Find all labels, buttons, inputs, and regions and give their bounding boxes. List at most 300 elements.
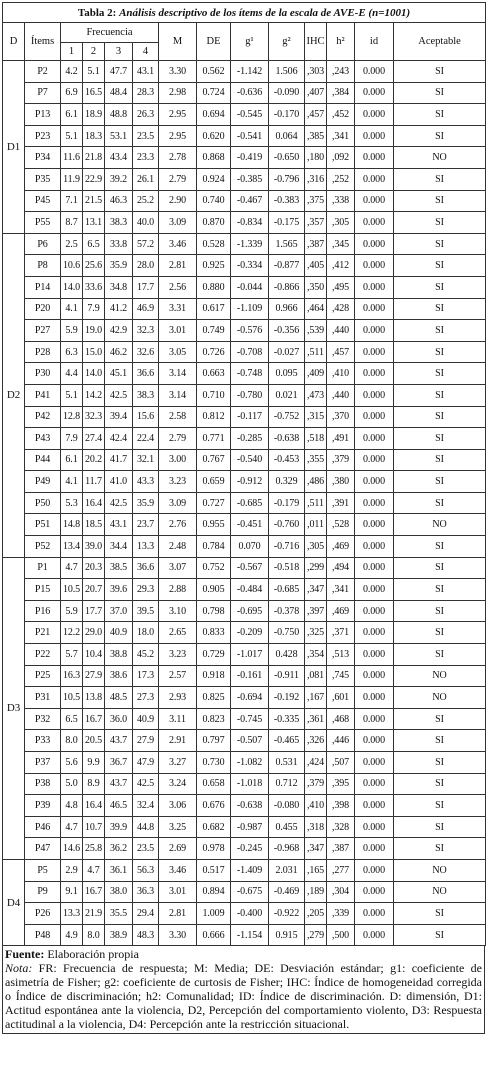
cell-ihc: ,518: [305, 428, 327, 450]
cell-m: 3.27: [159, 752, 197, 774]
cell-h2: ,457: [327, 341, 355, 363]
cell-m: 3.00: [159, 449, 197, 471]
cell-ihc: ,375: [305, 190, 327, 212]
cell-f2: 21.9: [83, 903, 105, 925]
caption-prefix: Tabla 2:: [77, 6, 117, 19]
cell-item: P46: [25, 816, 61, 838]
cell-g1: -0.685: [231, 492, 269, 514]
cell-aceptable: SI: [394, 82, 486, 104]
cell-ihc: ,511: [305, 492, 327, 514]
cell-h2: ,395: [327, 773, 355, 795]
cell-f2: 27.4: [83, 428, 105, 450]
cell-f2: 8.9: [83, 773, 105, 795]
cell-g2: -0.383: [269, 190, 305, 212]
cell-h2: ,469: [327, 536, 355, 558]
cell-f2: 20.2: [83, 449, 105, 471]
cell-m: 2.88: [159, 579, 197, 601]
cell-f4: 23.5: [133, 838, 159, 860]
cell-f1: 6.3: [61, 341, 83, 363]
table-row: [3, 773, 486, 795]
dimension-cell: D1: [3, 61, 25, 234]
table-row: [3, 449, 486, 471]
cell-f3: 48.5: [105, 687, 133, 709]
cell-ihc: ,303: [305, 61, 327, 83]
cell-g2: 0.095: [269, 363, 305, 385]
cell-g1: -0.748: [231, 363, 269, 385]
cell-f1: 6.5: [61, 708, 83, 730]
cell-f1: 4.7: [61, 557, 83, 579]
cell-de: 0.955: [197, 514, 231, 536]
cell-id: 0.000: [355, 622, 394, 644]
cell-m: 2.95: [159, 125, 197, 147]
cell-g2: -0.356: [269, 320, 305, 342]
table-row: [3, 924, 486, 946]
cell-id: 0.000: [355, 816, 394, 838]
cell-h2: ,469: [327, 600, 355, 622]
cell-de: 0.676: [197, 795, 231, 817]
table-row: [3, 147, 486, 169]
cell-g1: -0.987: [231, 816, 269, 838]
cell-ihc: ,189: [305, 881, 327, 903]
cell-f3: 35.5: [105, 903, 133, 925]
cell-m: 2.69: [159, 838, 197, 860]
cell-g2: 0.915: [269, 924, 305, 946]
cell-item: P37: [25, 752, 61, 774]
cell-g2: -0.877: [269, 255, 305, 277]
cell-f4: 38.3: [133, 384, 159, 406]
cell-g2: -0.179: [269, 492, 305, 514]
cell-g2: 1.565: [269, 233, 305, 255]
cell-g2: -0.453: [269, 449, 305, 471]
cell-de: 0.617: [197, 298, 231, 320]
cell-f3: 53.1: [105, 125, 133, 147]
cell-m: 3.09: [159, 492, 197, 514]
cell-de: 1.009: [197, 903, 231, 925]
cell-f2: 19.0: [83, 320, 105, 342]
table-row: [3, 687, 486, 709]
cell-h2: ,495: [327, 276, 355, 298]
cell-g2: -0.469: [269, 881, 305, 903]
cell-id: 0.000: [355, 665, 394, 687]
cell-m: 2.78: [159, 147, 197, 169]
cell-de: 0.870: [197, 212, 231, 234]
cell-de: 0.620: [197, 125, 231, 147]
cell-ihc: ,424: [305, 752, 327, 774]
cell-f2: 9.9: [83, 752, 105, 774]
cell-g2: -0.650: [269, 147, 305, 169]
cell-id: 0.000: [355, 428, 394, 450]
cell-f3: 39.9: [105, 816, 133, 838]
cell-g1: -0.161: [231, 665, 269, 687]
cell-f1: 6.1: [61, 104, 83, 126]
cell-m: 3.25: [159, 816, 197, 838]
cell-g2: 0.064: [269, 125, 305, 147]
cell-item: P42: [25, 406, 61, 428]
cell-f2: 33.6: [83, 276, 105, 298]
cell-g1: -1.409: [231, 859, 269, 881]
table-row: [3, 255, 486, 277]
cell-aceptable: SI: [394, 298, 486, 320]
cell-f3: 36.2: [105, 838, 133, 860]
cell-g1: -0.636: [231, 82, 269, 104]
cell-ihc: ,539: [305, 320, 327, 342]
cell-f3: 36.0: [105, 708, 133, 730]
cell-h2: ,380: [327, 471, 355, 493]
cell-de: 0.729: [197, 644, 231, 666]
cell-de: 0.868: [197, 147, 231, 169]
cell-aceptable: SI: [394, 600, 486, 622]
cell-aceptable: NO: [394, 859, 486, 881]
cell-item: P22: [25, 644, 61, 666]
cell-aceptable: SI: [394, 320, 486, 342]
cell-de: 0.694: [197, 104, 231, 126]
header-g2: g²: [269, 23, 305, 61]
cell-id: 0.000: [355, 320, 394, 342]
cell-item: P7: [25, 82, 61, 104]
cell-f2: 5.1: [83, 61, 105, 83]
cell-g1: -0.567: [231, 557, 269, 579]
cell-id: 0.000: [355, 859, 394, 881]
cell-h2: ,304: [327, 881, 355, 903]
header-ihc: IHC: [305, 23, 327, 61]
cell-g2: -0.465: [269, 730, 305, 752]
cell-h2: ,446: [327, 730, 355, 752]
cell-f3: 42.5: [105, 384, 133, 406]
cell-m: 2.81: [159, 903, 197, 925]
cell-item: P52: [25, 536, 61, 558]
table-row: [3, 363, 486, 385]
table-row: [3, 557, 486, 579]
cell-f4: 39.5: [133, 600, 159, 622]
cell-de: 0.752: [197, 557, 231, 579]
cell-g2: -0.027: [269, 341, 305, 363]
cell-f4: 13.3: [133, 536, 159, 558]
cell-f4: 29.3: [133, 579, 159, 601]
cell-f3: 38.9: [105, 924, 133, 946]
cell-f3: 43.7: [105, 773, 133, 795]
cell-h2: ,341: [327, 125, 355, 147]
table-row: [3, 320, 486, 342]
cell-de: 0.682: [197, 816, 231, 838]
cell-id: 0.000: [355, 363, 394, 385]
table-row: [3, 903, 486, 925]
table-row: [3, 859, 486, 881]
table-row: [3, 82, 486, 104]
cell-f3: 43.7: [105, 730, 133, 752]
table-row: [3, 298, 486, 320]
cell-g1: -0.285: [231, 428, 269, 450]
cell-f2: 25.6: [83, 255, 105, 277]
cell-m: 2.90: [159, 190, 197, 212]
cell-f4: 25.2: [133, 190, 159, 212]
cell-h2: ,345: [327, 233, 355, 255]
cell-f4: 57.2: [133, 233, 159, 255]
cell-f2: 21.5: [83, 190, 105, 212]
dimension-cell: D3: [3, 557, 25, 859]
cell-ihc: ,407: [305, 82, 327, 104]
cell-g2: -0.968: [269, 838, 305, 860]
cell-aceptable: SI: [394, 255, 486, 277]
cell-f3: 46.3: [105, 190, 133, 212]
cell-id: 0.000: [355, 147, 394, 169]
cell-aceptable: SI: [394, 341, 486, 363]
cell-item: P39: [25, 795, 61, 817]
cell-f1: 16.3: [61, 665, 83, 687]
cell-g1: 0.070: [231, 536, 269, 558]
table-row: [3, 341, 486, 363]
cell-id: 0.000: [355, 687, 394, 709]
table-row: [3, 622, 486, 644]
cell-f2: 32.3: [83, 406, 105, 428]
cell-f1: 4.1: [61, 298, 83, 320]
cell-h2: ,745: [327, 665, 355, 687]
cell-f1: 4.4: [61, 363, 83, 385]
cell-item: P30: [25, 363, 61, 385]
cell-f1: 6.1: [61, 449, 83, 471]
cell-aceptable: SI: [394, 838, 486, 860]
cell-f2: 14.2: [83, 384, 105, 406]
note-label: Nota:: [5, 961, 33, 976]
cell-item: P13: [25, 104, 61, 126]
cell-h2: ,452: [327, 104, 355, 126]
cell-f1: 7.9: [61, 428, 83, 450]
cell-g2: -0.090: [269, 82, 305, 104]
cell-f2: 4.7: [83, 859, 105, 881]
cell-item: P55: [25, 212, 61, 234]
cell-de: 0.517: [197, 859, 231, 881]
cell-id: 0.000: [355, 492, 394, 514]
cell-f1: 8.7: [61, 212, 83, 234]
cell-g2: -0.796: [269, 168, 305, 190]
cell-aceptable: SI: [394, 363, 486, 385]
header-aceptable: Aceptable: [394, 23, 486, 61]
cell-item: P33: [25, 730, 61, 752]
cell-g1: -0.745: [231, 708, 269, 730]
cell-ihc: ,165: [305, 859, 327, 881]
cell-f1: 10.5: [61, 579, 83, 601]
cell-de: 0.978: [197, 838, 231, 860]
cell-id: 0.000: [355, 298, 394, 320]
cell-f1: 13.3: [61, 903, 83, 925]
cell-de: 0.823: [197, 708, 231, 730]
cell-f4: 26.1: [133, 168, 159, 190]
cell-g2: -0.922: [269, 903, 305, 925]
cell-h2: ,277: [327, 859, 355, 881]
cell-f4: 27.9: [133, 730, 159, 752]
cell-f2: 18.5: [83, 514, 105, 536]
cell-h2: ,491: [327, 428, 355, 450]
cell-m: 2.91: [159, 730, 197, 752]
cell-f1: 5.9: [61, 320, 83, 342]
cell-m: 3.30: [159, 61, 197, 83]
table-row: [3, 471, 486, 493]
cell-de: 0.918: [197, 665, 231, 687]
cell-aceptable: SI: [394, 579, 486, 601]
source-text: Elaboración propia: [44, 947, 139, 962]
cell-m: 3.30: [159, 924, 197, 946]
cell-h2: ,371: [327, 622, 355, 644]
cell-ihc: ,355: [305, 449, 327, 471]
cell-id: 0.000: [355, 730, 394, 752]
note-text: FR: Frecuencia de respuesta; M: Media; DE: Desviación estándar; g1: coeficiente de asimetría de Fisher; g2: coeficiente de curtosis de Fisher; IHC: Índice de homogeneidad corregida o Índice de discriminación; h2: Comunalidad; ID: Índice de discriminación. D: dimensión, D1: Actitud espontánea ante la violencia, D2, Percepción del comportamiento violento, D3: Respuesta actitudinal a la violencia, D4: Percepción ante la restricción situacional.: [5, 961, 482, 1032]
cell-f2: 20.7: [83, 579, 105, 601]
cell-f3: 43.4: [105, 147, 133, 169]
cell-g1: -1.142: [231, 61, 269, 83]
cell-ihc: ,305: [305, 536, 327, 558]
cell-f1: 4.8: [61, 795, 83, 817]
cell-f2: 16.4: [83, 492, 105, 514]
cell-f2: 7.9: [83, 298, 105, 320]
source-label: Fuente:: [5, 947, 45, 962]
cell-aceptable: SI: [394, 773, 486, 795]
cell-g2: 0.329: [269, 471, 305, 493]
cell-f4: 18.0: [133, 622, 159, 644]
cell-g2: 1.506: [269, 61, 305, 83]
cell-ihc: ,279: [305, 924, 327, 946]
cell-g1: -0.708: [231, 341, 269, 363]
cell-aceptable: SI: [394, 492, 486, 514]
cell-item: P15: [25, 579, 61, 601]
cell-f3: 46.5: [105, 795, 133, 817]
cell-f4: 47.9: [133, 752, 159, 774]
cell-f1: 12.2: [61, 622, 83, 644]
table-row: [3, 276, 486, 298]
cell-f3: 47.7: [105, 61, 133, 83]
cell-f3: 48.8: [105, 104, 133, 126]
cell-f4: 32.6: [133, 341, 159, 363]
cell-g1: -1.339: [231, 233, 269, 255]
cell-f2: 21.8: [83, 147, 105, 169]
cell-g2: 0.531: [269, 752, 305, 774]
cell-g2: -0.335: [269, 708, 305, 730]
cell-item: P48: [25, 924, 61, 946]
table-row: [3, 384, 486, 406]
cell-f3: 46.2: [105, 341, 133, 363]
cell-f1: 7.1: [61, 190, 83, 212]
cell-item: P21: [25, 622, 61, 644]
cell-f3: 36.7: [105, 752, 133, 774]
cell-m: 3.23: [159, 644, 197, 666]
cell-f2: 20.3: [83, 557, 105, 579]
cell-g1: -0.484: [231, 579, 269, 601]
cell-de: 0.925: [197, 255, 231, 277]
cell-f4: 56.3: [133, 859, 159, 881]
cell-de: 0.710: [197, 384, 231, 406]
cell-g2: -0.866: [269, 276, 305, 298]
cell-f1: 10.6: [61, 255, 83, 277]
cell-aceptable: SI: [394, 471, 486, 493]
table-caption: [3, 3, 486, 23]
cell-item: P16: [25, 600, 61, 622]
cell-f1: 6.9: [61, 82, 83, 104]
table-row: [3, 752, 486, 774]
cell-g1: -0.451: [231, 514, 269, 536]
cell-de: 0.894: [197, 881, 231, 903]
cell-f2: 18.9: [83, 104, 105, 126]
cell-h2: ,412: [327, 255, 355, 277]
document: [2, 2, 485, 1034]
cell-m: 2.79: [159, 168, 197, 190]
cell-f1: 14.8: [61, 514, 83, 536]
cell-item: P31: [25, 687, 61, 709]
cell-ihc: ,357: [305, 212, 327, 234]
cell-ihc: ,326: [305, 730, 327, 752]
cell-g1: -0.912: [231, 471, 269, 493]
cell-item: P28: [25, 341, 61, 363]
cell-aceptable: SI: [394, 622, 486, 644]
abbreviation-note: [3, 961, 484, 1031]
cell-aceptable: SI: [394, 233, 486, 255]
cell-g1: -1.017: [231, 644, 269, 666]
cell-id: 0.000: [355, 449, 394, 471]
cell-item: P14: [25, 276, 61, 298]
cell-f1: 5.9: [61, 600, 83, 622]
cell-f3: 41.2: [105, 298, 133, 320]
cell-de: 0.724: [197, 82, 231, 104]
cell-de: 0.767: [197, 449, 231, 471]
cell-m: 3.14: [159, 384, 197, 406]
cell-de: 0.798: [197, 600, 231, 622]
cell-id: 0.000: [355, 233, 394, 255]
cell-g2: 0.428: [269, 644, 305, 666]
cell-g2: 2.031: [269, 859, 305, 881]
cell-aceptable: SI: [394, 168, 486, 190]
cell-aceptable: SI: [394, 449, 486, 471]
cell-g2: -0.170: [269, 104, 305, 126]
cell-m: 2.93: [159, 687, 197, 709]
cell-aceptable: SI: [394, 644, 486, 666]
table-row: [3, 730, 486, 752]
header-freq-3: 3: [105, 43, 133, 61]
cell-m: 3.05: [159, 341, 197, 363]
cell-ihc: ,347: [305, 838, 327, 860]
cell-id: 0.000: [355, 384, 394, 406]
cell-g1: -0.507: [231, 730, 269, 752]
cell-g1: -0.576: [231, 320, 269, 342]
cell-h2: ,528: [327, 514, 355, 536]
cell-de: 0.797: [197, 730, 231, 752]
cell-f2: 6.5: [83, 233, 105, 255]
caption-text: Análisis descriptivo de los ítems de la escala de AVE-E (n=1001): [119, 6, 411, 19]
cell-item: P49: [25, 471, 61, 493]
cell-id: 0.000: [355, 514, 394, 536]
cell-f3: 39.4: [105, 406, 133, 428]
cell-g1: -0.044: [231, 276, 269, 298]
table-row: [3, 579, 486, 601]
cell-f3: 42.9: [105, 320, 133, 342]
cell-id: 0.000: [355, 708, 394, 730]
cell-f3: 38.5: [105, 557, 133, 579]
cell-f2: 17.7: [83, 600, 105, 622]
cell-g1: -1.018: [231, 773, 269, 795]
cell-g1: -0.400: [231, 903, 269, 925]
cell-m: 2.48: [159, 536, 197, 558]
cell-de: 0.812: [197, 406, 231, 428]
cell-h2: ,338: [327, 190, 355, 212]
cell-g2: 0.966: [269, 298, 305, 320]
cell-id: 0.000: [355, 406, 394, 428]
cell-h2: ,305: [327, 212, 355, 234]
cell-h2: ,339: [327, 903, 355, 925]
cell-de: 0.726: [197, 341, 231, 363]
table-row: [3, 212, 486, 234]
cell-m: 2.65: [159, 622, 197, 644]
cell-g2: 0.021: [269, 384, 305, 406]
cell-item: P50: [25, 492, 61, 514]
cell-f3: 39.2: [105, 168, 133, 190]
cell-f4: 32.1: [133, 449, 159, 471]
cell-item: P2: [25, 61, 61, 83]
